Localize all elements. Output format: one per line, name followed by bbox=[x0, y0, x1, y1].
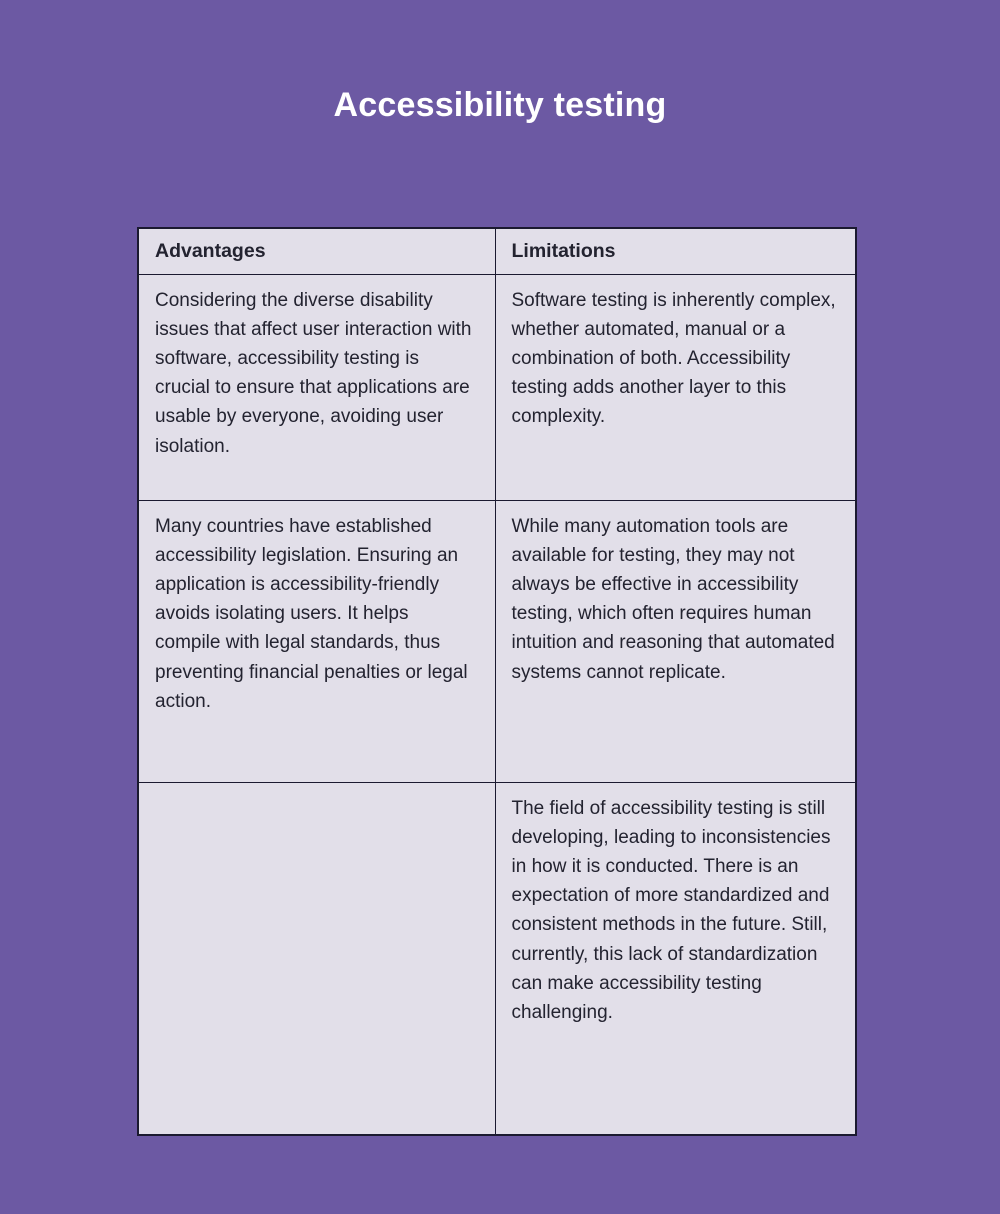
cell-limitations-3: The field of accessibility testing is still developing, leading to inconsistencies in how it is conducted. There is an expectation of more standardized and consistent methods in the future. Still, currently, this lack of standardization can make accessibility testing challenging. bbox=[495, 782, 856, 1135]
accessibility-table bbox=[137, 227, 857, 1136]
cell-limitations-2: While many automation tools are available for testing, they may not always be effective in accessibility testing, which often requires human intuition and reasoning that automated systems cannot replicate. bbox=[495, 500, 856, 782]
table-row bbox=[138, 500, 856, 782]
table-header-advantages: Advantages bbox=[138, 228, 495, 274]
cell-limitations-1: Software testing is inherently complex, whether automated, manual or a combination of both. Accessibility testing adds another layer to this complexity. bbox=[495, 274, 856, 500]
cell-advantages-2: Many countries have established accessibility legislation. Ensuring an application is accessibility-friendly avoids isolating users. It helps compile with legal standards, thus preventing financial penalties or legal action. bbox=[138, 500, 495, 782]
page-title: Accessibility testing bbox=[333, 86, 667, 124]
table-row bbox=[138, 274, 856, 500]
cell-advantages-1: Considering the diverse disability issues that affect user interaction with software, accessibility testing is crucial to ensure that applications are usable by everyone, avoiding user isolation. bbox=[138, 274, 495, 500]
table-header-limitations: Limitations bbox=[495, 228, 856, 274]
table-row bbox=[138, 782, 856, 1135]
cell-advantages-3-empty bbox=[138, 782, 495, 1135]
table-header-row bbox=[138, 228, 856, 274]
